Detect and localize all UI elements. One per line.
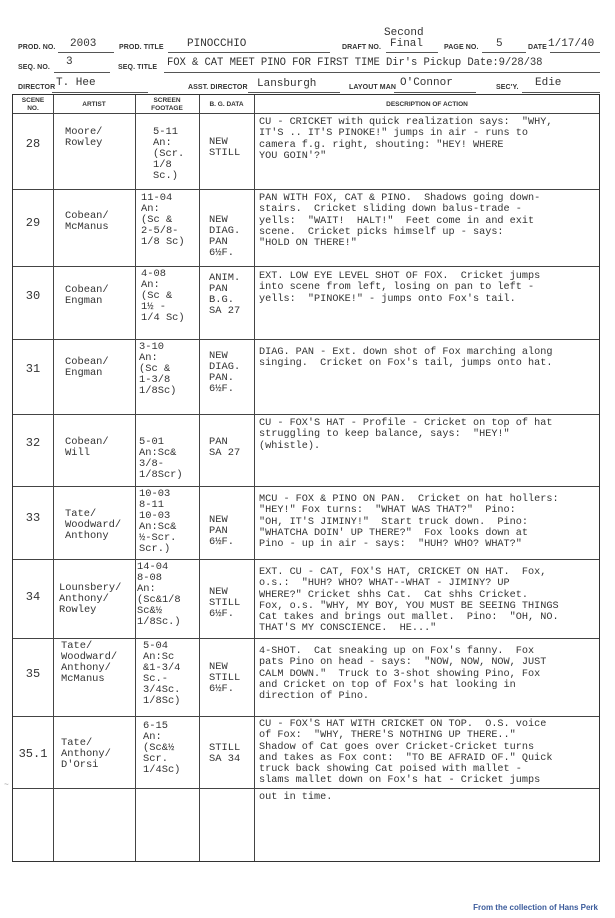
- bg-data-cell: NEW STILL 6½F.: [209, 661, 241, 695]
- footage-cell: 11-04 An: (Sc & 2-5/8- 1/8 Sc): [141, 192, 185, 248]
- col-header-scene-no: SCENE NO.: [21, 97, 45, 112]
- asst-director-value: Lansburgh: [257, 78, 317, 90]
- col-header-description: DESCRIPTION OF ACTION: [386, 101, 468, 108]
- seq-title-value: FOX & CAT MEET PINO FOR FIRST TIME Dir's Pickup Date:9/28/38: [167, 57, 543, 69]
- scene-number: 28: [25, 137, 41, 151]
- draft-no-label: DRAFT NO.: [342, 44, 382, 51]
- page-no-label: PAGE NO.: [444, 44, 479, 51]
- bg-data-cell: NEW DIAG. PAN 6½F.: [209, 214, 241, 259]
- director-label: DIRECTOR: [18, 84, 56, 91]
- page-no-value: 5: [496, 38, 503, 50]
- footage-cell: 6-15 An: (Sc&½ Scr. 1/4Sc): [143, 720, 181, 776]
- scene-number: 35.1: [18, 747, 48, 761]
- bg-data-cell: NEW STILL: [209, 136, 241, 159]
- footage-cell: 4-08 An: (Sc & 1½ - 1/4 Sc): [141, 268, 185, 324]
- prod-title-value: PINOCCHIO: [187, 38, 247, 50]
- bg-data-cell: ANIM. PAN B.G. SA 27: [209, 272, 241, 317]
- footage-cell: 5-11 An: (Scr. 1/8 Sc.): [153, 126, 185, 182]
- layout-man-label: LAYOUT MAN: [349, 84, 397, 91]
- artist-cell: Tate/ Woodward/ Anthony/ McManus: [61, 640, 118, 685]
- bg-data-cell: STILL SA 34: [209, 742, 241, 765]
- artist-cell: Cobean/ Will: [65, 436, 109, 459]
- bg-data-cell: PAN SA 27: [209, 436, 241, 459]
- artist-cell: Cobean/ Engman: [65, 356, 109, 379]
- footage-cell: 10-03 8-11 10-03 An:Sc& ½-Scr. Scr.): [139, 488, 177, 555]
- artist-cell: Moore/ Rowley: [65, 126, 103, 149]
- secy-label: SEC'Y.: [496, 84, 519, 91]
- footage-cell: 14-04 8-08 An: (Sc&1/8 Sc&½ 1/8Sc.): [137, 561, 181, 628]
- description-cell: PAN WITH FOX, CAT & PINO. Shadows going down- stairs. Cricket sliding down balus-trade - yells: "WAIT! HALT!" Feet come in and exit scene. Cricket picks himself up - says: "HOLD ON THERE!": [259, 193, 541, 250]
- footage-cell: 5-04 An:Sc &1-3/4 Sc.- 3/4Sc. 1/8Sc): [143, 640, 181, 707]
- description-cell: EXT. CU - CAT, FOX'S HAT, CRICKET ON HAT. Fox, o.s.: "HUH? WHO? WHAT--WHAT - JIMINY? UP WHERE?" Cricket shhs Cat. Cat shhs Cricket. Fox, o.s. "WHY, MY BOY, YOU MUST BE SEEING THINGS Cat takes and brings out mallet. Pino: "OH, NO. THAT'S MY CONSCIENCE. HE...": [259, 567, 559, 635]
- prod-no-label: PROD. NO.: [18, 44, 56, 51]
- scene-number: 29: [25, 216, 41, 230]
- artist-cell: Tate/ Woodward/ Anthony: [65, 508, 122, 542]
- description-cell: CU - FOX'S HAT WITH CRICKET ON TOP. O.S. voice of Fox: "WHY, THERE'S NOTHING UP THERE.." Shadow of Cat goes over Cricket-Cricket turns and takes as Fox cont: "TO BE AFRAID OF." Quick truck back showing Cat poised with mallet - slams mallet down on Fox's hat - Cricket jumps: [259, 719, 553, 787]
- description-cell: CU - FOX'S HAT - Profile - Cricket on top of hat struggling to keep balance, says: "HEY!" (whistle).: [259, 418, 553, 452]
- footage-cell: 3-10 An: (Sc & 1-3/8 1/8Sc): [139, 341, 177, 397]
- description-cell: out in time.: [259, 792, 333, 803]
- description-cell: CU - CRICKET with quick realization says: "WHY, IT'S .. IT'S PINOKE!" jumps in air - runs to camera f.g. right, shouting: "HEY! WHERE YOU GOIN'?": [259, 117, 553, 162]
- col-header-artist: ARTIST: [82, 101, 106, 108]
- artist-cell: Cobean/ Engman: [65, 284, 109, 307]
- secy-value: Edie: [535, 77, 562, 89]
- bg-data-cell: NEW PAN 6½F.: [209, 514, 234, 548]
- bg-data-cell: NEW DIAG. PAN. 6½F.: [209, 350, 241, 395]
- scene-number: 30: [25, 289, 41, 303]
- prod-no-value: 2003: [70, 38, 97, 50]
- col-header-screen-footage: SCREEN FOOTAGE: [151, 97, 183, 112]
- action-sheet-table: [12, 94, 600, 862]
- seq-no-label: SEQ. NO.: [18, 64, 50, 71]
- scene-number: 35: [25, 667, 41, 681]
- date-label: DATE: [528, 44, 547, 51]
- scene-number: 31: [25, 362, 41, 376]
- col-header-bg-data: B. G. DATA: [209, 101, 244, 108]
- scene-number: 34: [25, 590, 41, 604]
- description-cell: EXT. LOW EYE LEVEL SHOT OF FOX. Cricket jumps into scene from left, losing on pan to left - yells: "PINOKE!" - jumps onto Fox's tail.: [259, 271, 541, 305]
- footage-cell: 5-01 An:Sc& 3/8- 1/8Scr): [139, 436, 183, 481]
- artist-cell: Cobean/ McManus: [65, 210, 109, 233]
- artist-cell: Lounsbery/ Anthony/ Rowley: [59, 582, 122, 616]
- bg-data-cell: NEW STILL 6½F.: [209, 586, 241, 620]
- second-draft-note: Second: [384, 27, 424, 39]
- asst-director-label: ASST. DIRECTOR: [188, 84, 248, 91]
- draft-no-value: Final: [390, 38, 424, 50]
- scene-number: 32: [25, 436, 41, 450]
- collection-credit: From the collection of Hans Perk: [473, 903, 598, 912]
- description-cell: MCU - FOX & PINO ON PAN. Cricket on hat hollers: "HEY!" Fox turns: "WHAT WAS THAT?" Pino: "OH, IT'S JIMINY!" Start truck down. Pino: "WHATCHA DOIN' UP THERE?" Fox looks down at Pino - up in air - says: "HUH? WHO? WHAT?": [259, 494, 559, 551]
- director-value: T. Hee: [56, 77, 96, 89]
- scene-number: 33: [25, 511, 41, 525]
- margin-pencil-mark: ~: [4, 781, 9, 790]
- description-cell: DIAG. PAN - Ext. down shot of Fox marching along singing. Cricket on Fox's tail, jumps onto hat.: [259, 347, 553, 370]
- seq-title-label: SEQ. TITLE: [118, 64, 158, 71]
- seq-no-value: 3: [66, 56, 73, 68]
- date-value: 1/17/40: [548, 38, 595, 50]
- artist-cell: Tate/ Anthony/ D'Orsi: [61, 737, 111, 771]
- description-cell: 4-SHOT. Cat sneaking up on Fox's fanny. Fox pats Pino on head - says: "NOW, NOW, NOW, JUST CALM DOWN." Truck to 3-shot showing Pino, Fox and Cricket on top of Fox's hat looking in direction of Pino.: [259, 646, 547, 703]
- layout-man-value: O'Connor: [400, 77, 453, 89]
- prod-title-label: PROD. TITLE: [119, 44, 164, 51]
